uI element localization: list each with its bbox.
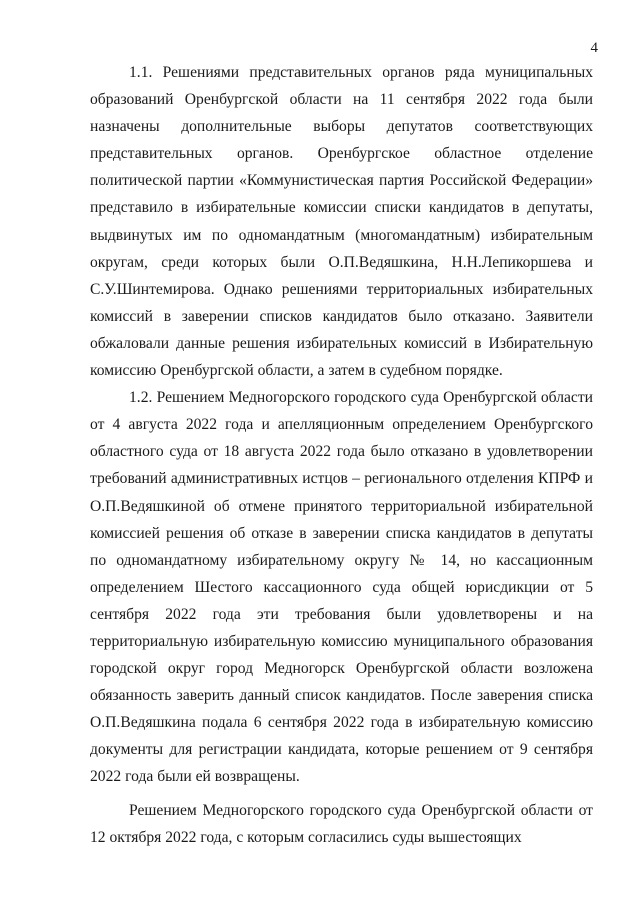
paragraph-1-2: 1.2. Решением Медногорского городского суда Оренбургской области от 4 августа 2022 года и апелляционным определением Оренбургского областного суда от 18 августа 2022 года было отказано в удовлетворении требований административных истцов – регионального отделения КПРФ и О.П.Ведяшкиной об отмене принятого территориальной избирательной комиссией решения об отказе в заверении списка кандидатов в депутаты по одномандатному избирательному округу № 14, но кассационным определением Шестого кассационного суда общей юрисдикции от 5 сентября 2022 года эти требования были удовлетворены и на территориальную избирательную комиссию муниципального образования городской округ город Медногорск Оренбургской области возложена обязанность заверить данный список кандидатов. После заверения списка О.П.Ведяшкина подала 6 сентября 2022 года в избирательную комиссию документы для регистрации кандидата, которые решением от 9 сентября 2022 года были ей возвращены. (90, 389, 593, 786)
document-body (90, 59, 593, 851)
paragraph-1-1: 1.1. Решениями представительных органов ряда муниципальных образований Оренбургской области на 11 сентября 2022 года были назначены дополнительные выборы депутатов соответствующих представительных органов. Оренбургское областное отделение политической партии «Коммунистическая партия Российской Федерации» представило в избирательные комиссии списки кандидатов в депутаты, выдвинутых им по одномандатным (многомандатным) избирательным округам, среди которых были О.П.Ведяшкина, Н.Н.Лепикоршева и С.У.Шинтемирова. Однако решениями территориальных избирательных комиссий в заверении списков кандидатов было отказано. Заявители обжаловали данные решения избирательных комиссий в Избирательную комиссию Оренбургской области, а затем в судебном порядке. (90, 64, 593, 380)
paragraph-3: Решением Медногорского городского суда Оренбургской области от 12 октября 2022 года, с которым согласились суды вышестоящих (90, 801, 593, 846)
page-number: 4 (590, 40, 598, 56)
